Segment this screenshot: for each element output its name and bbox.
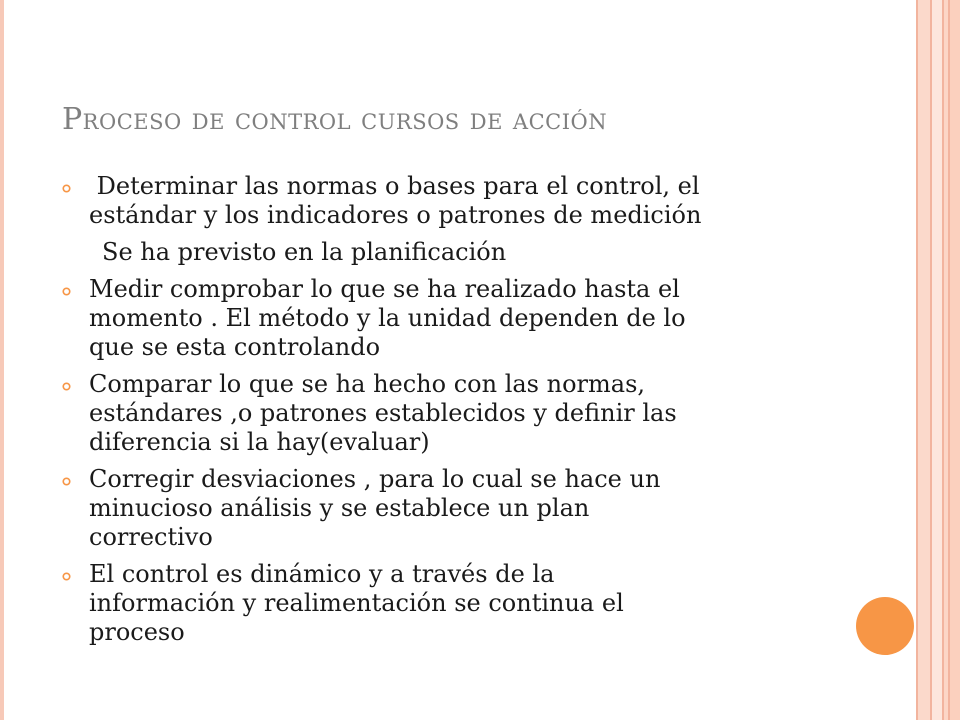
orange-ring-bullet-icon (62, 184, 71, 193)
right-stripe (932, 0, 942, 720)
bullet-line: Comparar lo que se ha hecho con las normas, (89, 370, 646, 398)
bullet-item (62, 465, 892, 552)
bullet-list (62, 172, 892, 655)
bullet-line: estándares ,o patrones establecidos y definir las (89, 399, 677, 427)
orange-ring-bullet-icon (62, 572, 71, 581)
bullet-line: momento . El método y la unidad dependen de lo (89, 304, 686, 332)
bullet-line: estándar y los indicadores o patrones de medición (89, 201, 702, 229)
bullet-item (62, 172, 892, 230)
bullet-item (62, 370, 892, 457)
orange-ring-bullet-icon (62, 477, 71, 486)
bullet-line: Medir comprobar lo que se ha realizado hasta el (89, 275, 680, 303)
bullet-line: Corregir desviaciones , para lo cual se hace un (89, 465, 661, 493)
bullet-line: que se esta controlando (89, 333, 381, 361)
bullet-line: Determinar las normas o bases para el control, el (89, 172, 700, 200)
bullet-line: diferencia si la hay(evaluar) (89, 428, 430, 456)
bullet-line: proceso (89, 618, 185, 646)
right-stripe (918, 0, 930, 720)
left-border (0, 0, 4, 720)
orange-ring-bullet-icon (62, 382, 71, 391)
bullet-line: minucioso análisis y se establece un plan (89, 494, 590, 522)
bullet-line: información y realimentación se continua el (89, 589, 624, 617)
bullet-line: El control es dinámico y a través de la (89, 560, 555, 588)
bullet-item (62, 560, 892, 647)
orange-ring-bullet-icon (62, 287, 71, 296)
bullet-line: correctivo (89, 523, 213, 551)
title-divider (62, 144, 822, 145)
right-stripe (950, 0, 960, 720)
slide-title: Proceso de control cursos de acción (62, 102, 608, 137)
bullet-subline: Se ha previsto en la planificación (102, 238, 507, 266)
bullet-item (62, 275, 892, 362)
